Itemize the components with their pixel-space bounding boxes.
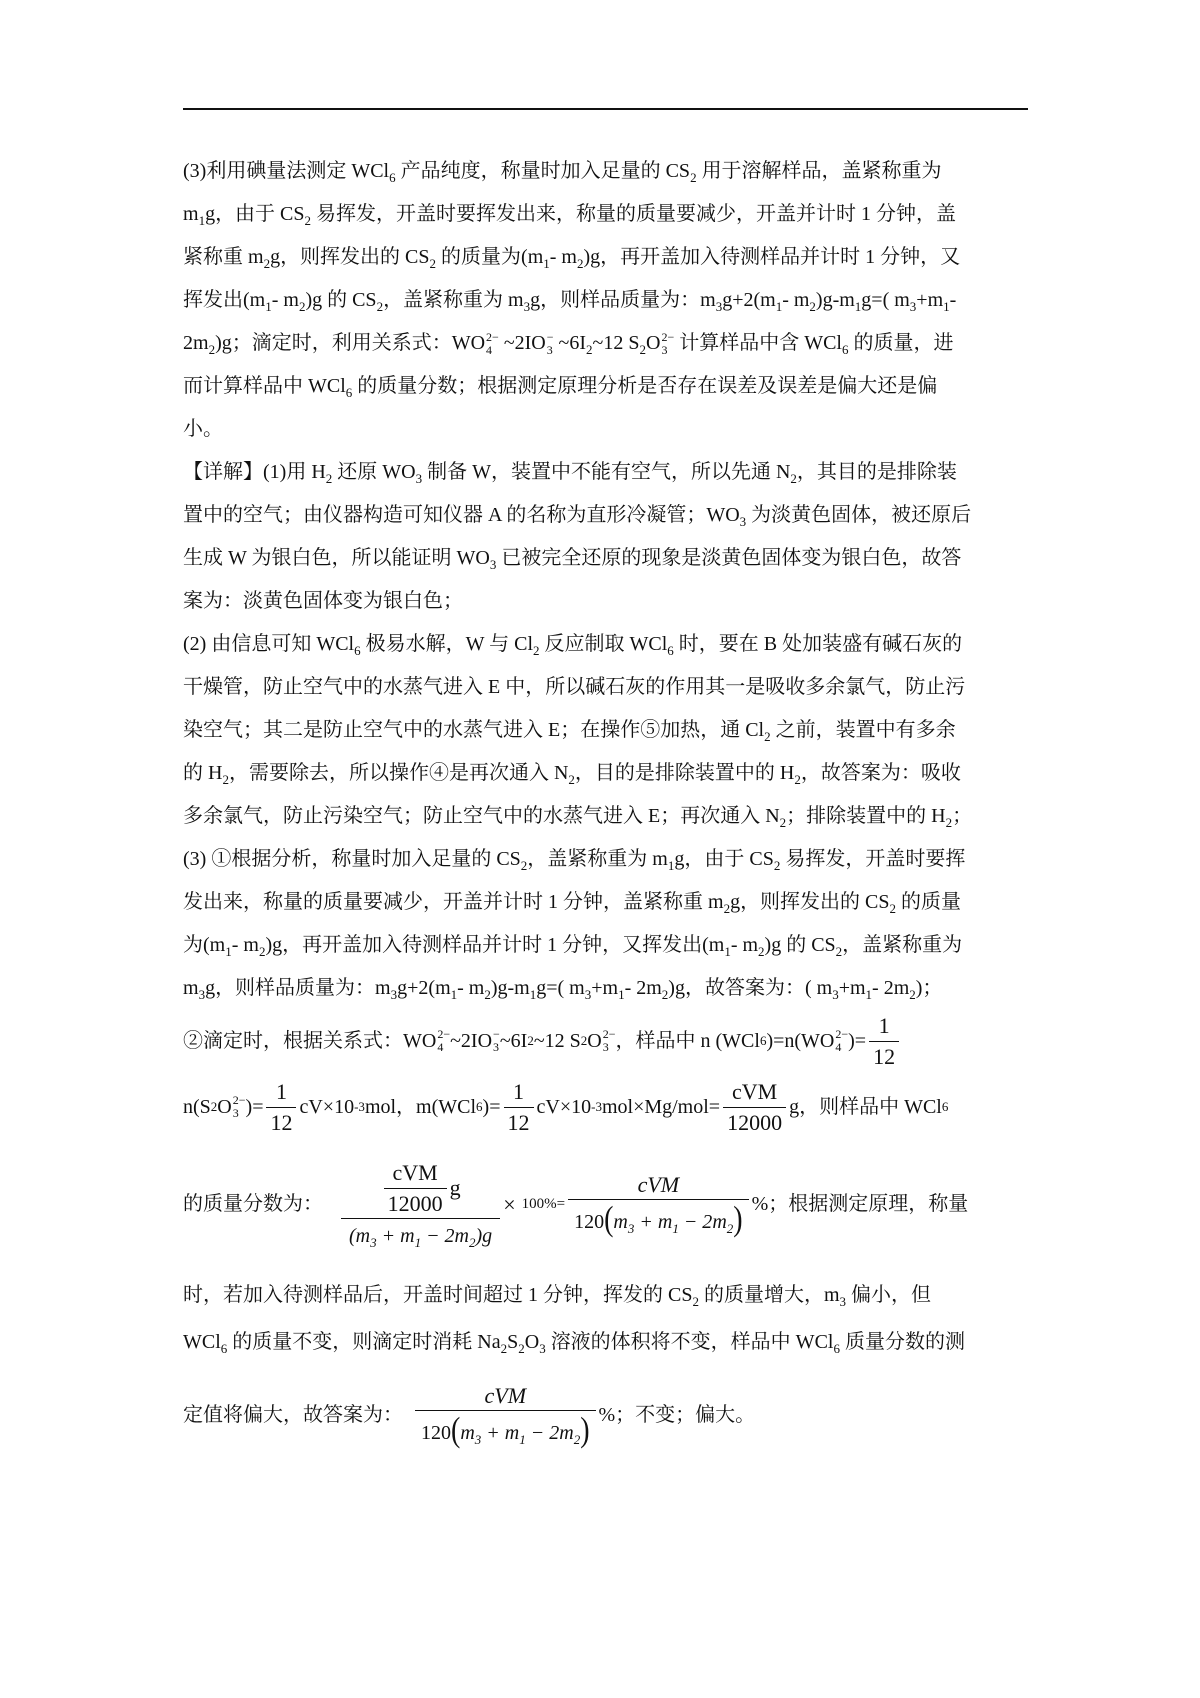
detail-line-13: $m_3g$，则样品质量为：$m_3g+2(m_1-$ $m_2)g-m_1g=$( $m_3+m_1-$ $2m_2)g$，故答案为：( $m_3+m_1-$ $2m_2$)； — [183, 977, 943, 1002]
ion-charge: − 3 — [546, 330, 554, 358]
fraction-one-twelve: $\frac{1}{12}$ — [266, 1079, 296, 1135]
analysis-line-4: 挥发出($m_1-$ $m_2)g$ 的 $CS_2$，盖紧称重为 $m_3g$，则样品质量为：$m_3g+2(m_1-$ $m_2)g-m_1g=$( $m_3+m_1-$ — [183, 289, 957, 314]
analysis-line-7: 小。 — [183, 418, 223, 440]
detail-line-1: 【详解】(1)用 $H_2$ 还原 $WO_3$ 制备 W，装置中不能有空气，所以先通 $N_2$，其目的是排除装 — [183, 461, 957, 486]
fraction-cvm-12000: $\frac{\text{cVM}}{12000}$ — [723, 1079, 786, 1135]
detail-line-9: 多余氯气，防止污染空气；防止空气中的水蒸气进入 E；再次通入 $N_2$；排除装置中的 $H_2$； — [183, 805, 973, 830]
detail-line-15: n(S 2 O 2− 3 )= $\frac{1}{12}$ cV×10 -3 mol，m(WCl 6 )= $\frac{1}{12}$ cV×10 -3 mol×Mg/mol= $\frac{\text{cVM}}{12000}$ g，则样品中 WCl 6 — [183, 1079, 949, 1135]
detail-line-2: 置中的空气；由仪器构造可知仪器 A 的名称为直形冷凝管；$WO_3$ 为淡黄色固体，被还原后 — [183, 504, 972, 529]
detail-line-19: 定值将偏大，故答案为： $\frac{\text{cVM}}{120(m_3 + m_1 - 2m_2)}$ %；不变；偏大。 — [183, 1382, 756, 1450]
detail-line-8: 的 $H_2$，需要除去，所以操作④是再次通入 $N_2$，目的是排除装置中的 $H_2$，故答案为：吸收 — [183, 762, 961, 787]
analysis-line-6: 而计算样品中 WCl$_6$ 的质量分数；根据测定原理分析是否存在误差及误差是偏大还是偏 — [183, 375, 938, 400]
ion-charge: − 3 — [493, 1027, 500, 1054]
detail-line-12: 为($m_1-$ $m_2)g$，再开盖加入待测样品并计时 1 分钟，又挥发出($m_1-$ $m_2)g$ 的 $CS_2$，盖紧称重为 — [183, 934, 963, 959]
document-body — [183, 150, 1029, 1460]
header-rule — [183, 108, 1028, 110]
fraction-cvm-120: $\frac{\text{cVM}}{120(m_3 + m_1 - 2m_2)}$ — [568, 1172, 749, 1236]
ion-charge: 2− 4 — [835, 1027, 849, 1054]
mass-fraction-big: $\frac{\text{cVM}}{12000}$ g $(m_3 + m_1 - 2m_2)g$ — [341, 1160, 500, 1248]
analysis-line-3: 紧称重 $m_2g$，则挥发出的 $CS_2$ 的质量为($m_1-$ $m_2)g$，再开盖加入待测样品并计时 1 分钟，又 — [183, 246, 961, 271]
detail-line-4: 案为：淡黄色固体变为银白色； — [183, 590, 463, 612]
detail-line-17: 时，若加入待测样品后，开盖时间超过 1 分钟，挥发的 $CS_2$ 的质量增大，$m_3$ 偏小，但 — [183, 1284, 932, 1309]
ion-charge: 2− 4 — [486, 330, 499, 358]
ion-charge: 2− 3 — [232, 1093, 246, 1120]
detail-line-16: 的质量分数为： $\frac{\text{cVM}}{12000}$ g $(m_3 + m_1 - 2m_2)g$ × 100%= $\frac{\text{cVM}}{120(m_3 + m_1 - 2m_2)}$ %；根据测定原理，称量 — [183, 1160, 969, 1250]
analysis-line-1: (3)利用碘量法测定 WCl$_6$ 产品纯度，称量时加入足量的 $CS_2$ 用于溶解样品，盖紧称重为 — [183, 160, 942, 185]
detail-line-10: (3) ①根据分析，称量时加入足量的 $CS_2$，盖紧称重为 $m_1g$，由于 $CS_2$ 易挥发，开盖时要挥 — [183, 848, 966, 873]
ion-charge: 2− 3 — [661, 330, 675, 358]
detail-line-11: 发出来，称量的质量要减少，开盖并计时 1 分钟，盖紧称重 $m_2g$，则挥发出的 $CS_2$ 的质量 — [183, 891, 962, 916]
detail-line-6: 干燥管，防止空气中的水蒸气进入 E 中，所以碱石灰的作用其一是吸收多余氯气，防止污 — [183, 676, 966, 698]
detail-line-7: 染空气；其二是防止空气中的水蒸气进入 E；在操作⑤加热，通 $Cl_2$ 之前，装置中有多余 — [183, 719, 956, 744]
detail-line-5: (2) 由信息可知 WCl$_6$ 极易水解，W 与 $Cl_2$ 反应制取 WCl$_6$ 时，要在 B 处加装盛有碱石灰的 — [183, 633, 963, 658]
ion-charge: 2− 4 — [437, 1027, 451, 1054]
detail-line-18: WCl$_6$ 的质量不变，则滴定时消耗 $Na_2S_2O_3$ 溶液的体积将不变，样品中 WCl$_6$ 质量分数的测 — [183, 1331, 965, 1356]
ion-charge: 2− 3 — [602, 1027, 616, 1054]
fraction-one-twelve: $\frac{1}{12}$ — [504, 1079, 534, 1135]
detail-line-14: ②滴定时，根据关系式：WO 2− 4 ~2IO − 3 ~6I 2 ~12 S 2 O 2− 3 ，样品中 n (WCl 6 )=n(WO 2− 4 )= $\frac{1}{12}$ — [183, 1010, 1029, 1072]
fraction-cvm-120: $\frac{\text{cVM}}{120(m_3 + m_1 - 2m_2)}$ — [415, 1383, 596, 1447]
fraction-one-twelve: $\frac{1}{12}$ — [869, 1013, 899, 1069]
fraction-cvm-12000: $\frac{\text{cVM}}{12000}$ — [384, 1160, 447, 1216]
detail-line-3: 生成 W 为银白色，所以能证明 $WO_3$ 已被完全还原的现象是淡黄色固体变为银白色，故答 — [183, 547, 962, 572]
analysis-line-2: $m_1g$，由于 $CS_2$ 易挥发，开盖时要挥发出来，称量的质量要减少，开盖并计时 1 分钟，盖 — [183, 203, 957, 228]
analysis-line-5: $2m_2)g$；滴定时，利用关系式：WO 2− 4 ~2IO − 3 $\sim 6I_2\sim 12$ $S_2O$ 2− 3 计算样品中含 WCl$_6$ 的质量，进 — [183, 330, 954, 358]
